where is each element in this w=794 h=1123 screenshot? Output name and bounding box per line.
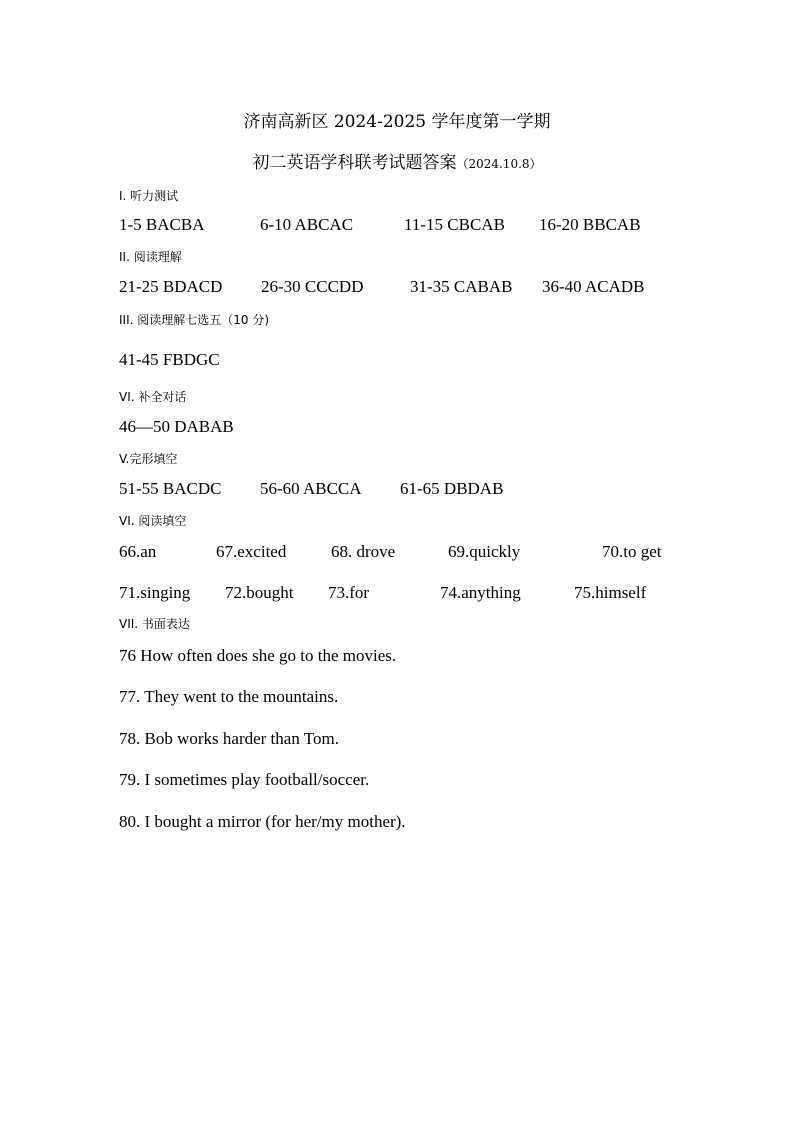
subtitle-text: 初二英语学科联考试题答案 <box>252 153 457 173</box>
answer-group: 61-65 DBDAB <box>400 479 504 498</box>
answer-sentence: 80. I bought a mirror (for her/my mother). <box>119 812 406 831</box>
section-heading-reading-fill: VI. 阅读填空 <box>119 514 187 528</box>
answer-group: 31-35 CABAB <box>410 277 513 296</box>
answers-row-reading-fill-1 <box>0 542 794 564</box>
answer-group: 16-20 BBCAB <box>539 215 641 234</box>
answer-word: 68. drove <box>331 542 396 561</box>
answer-word: 73.for <box>328 583 370 602</box>
answers-row-dialogue <box>0 417 794 439</box>
answer-word: 69.quickly <box>448 542 521 561</box>
answer-group: 56-60 ABCCA <box>260 479 362 498</box>
answer-sentence: 76 How often does she go to the movies. <box>119 646 397 665</box>
answer-word: 71.singing <box>119 583 191 602</box>
answers-row-seven-choose-five <box>0 350 794 372</box>
answer-group: 21-25 BDACD <box>119 277 223 296</box>
answer-word: 75.himself <box>574 583 647 602</box>
answer-group: 46—50 DABAB <box>119 417 234 436</box>
answer-group: 1-5 BACBA <box>119 215 205 234</box>
answer-group: 36-40 ACADB <box>542 277 645 296</box>
document-subtitle <box>0 148 794 173</box>
answer-word: 66.an <box>119 542 157 561</box>
answer-word: 67.excited <box>216 542 287 561</box>
answer-word: 72.bought <box>225 583 294 602</box>
answer-group: 11-15 CBCAB <box>404 215 505 234</box>
section-heading-seven-choose-five: III. 阅读理解七选五（10 分) <box>119 313 270 327</box>
answer-group: 41-45 FBDGC <box>119 350 220 369</box>
answer-group: 51-55 BACDC <box>119 479 222 498</box>
answer-word: 70.to get <box>602 542 662 561</box>
answers-row-cloze <box>0 479 794 501</box>
subtitle-date: （2024.10.8） <box>456 157 542 171</box>
answer-sentence: 79. I sometimes play football/soccer. <box>119 770 370 789</box>
section-heading-reading: II. 阅读理解 <box>119 250 182 264</box>
answers-row-reading <box>0 277 794 299</box>
answer-group: 26-30 CCCDD <box>261 277 364 296</box>
answer-sentence: 77. They went to the mountains. <box>119 687 339 706</box>
answers-row-listening <box>0 215 794 237</box>
document-title: 济南高新区 2024-2025 学年度第一学期 <box>243 112 551 132</box>
section-heading-dialogue: VI. 补全对话 <box>119 390 187 404</box>
section-heading-listening: I. 听力测试 <box>119 189 179 203</box>
section-heading-cloze: V.完形填空 <box>119 452 178 466</box>
answers-row-reading-fill-2 <box>0 583 794 605</box>
answer-word: 74.anything <box>440 583 521 602</box>
answer-group: 6-10 ABCAC <box>260 215 354 234</box>
answer-sentence: 78. Bob works harder than Tom. <box>119 729 339 748</box>
section-heading-writing: VII. 书面表达 <box>119 617 190 631</box>
